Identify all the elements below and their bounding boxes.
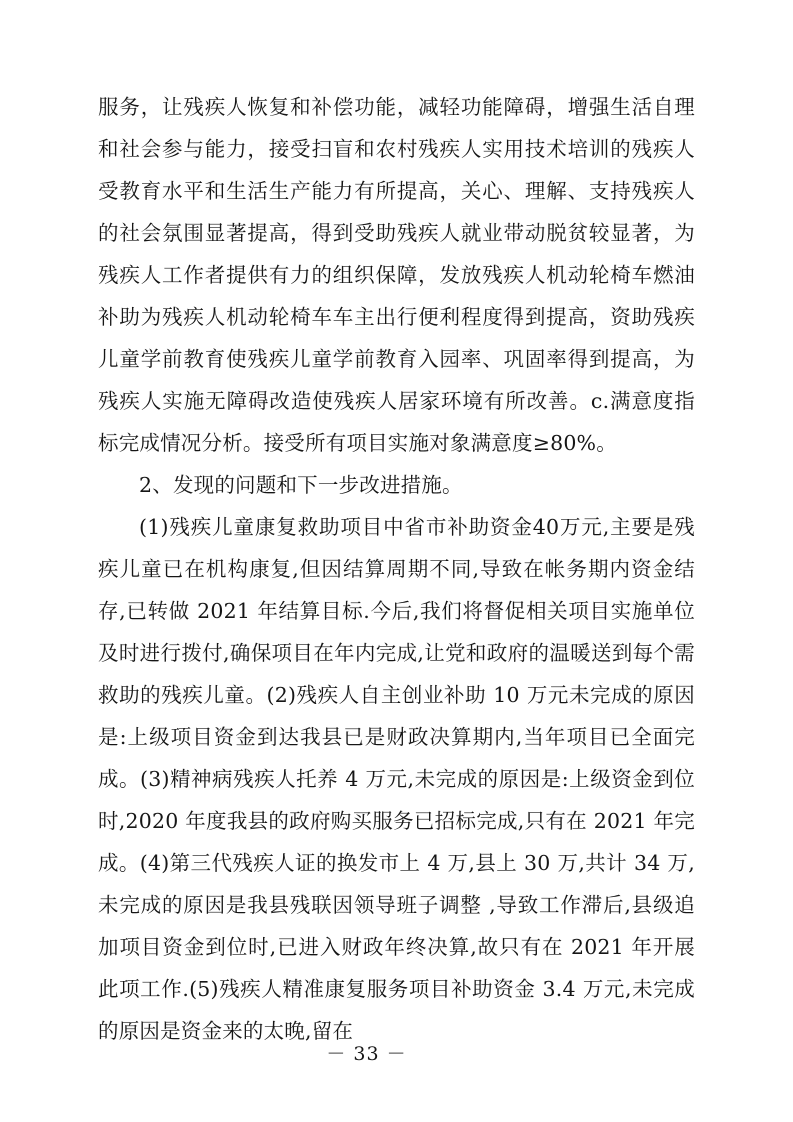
paragraph-continuation: 服务，让残疾人恢复和补偿功能，减轻功能障碍，增强生活自理和社会参与能力，接受扫盲和农村残疾人实用技术培训的残疾人受教育水平和生活生产能力有所提高，关心、理解、支持残疾人的社会氛围显著提高，得到受助残疾人就业带动脱贫较显著，为残疾人工作者提供有力的组织保障，发放残疾人机动轮椅车燃油补助为残疾人机动轮椅车车主出行便利程度得到提高，资助残疾儿童学前教育使残疾儿童学前教育入园率、巩固率得到提高，为残疾人实施无障碍改造使残疾人居家环境有所改善。c.满意度指标完成情况分析。接受所有项目实施对象满意度≥80%。 [98,95,695,455]
paragraph-problems-and-measures: (1)残疾儿童康复救助项目中省市补助资金40万元,主要是残疾儿童已在机构康复,但因结算周期不同,导致在帐务期内资金结存,已转做 2021 年结算目标.今后,我们将督促相关项目实施单位及时进行拨付,确保项目在年内完成,让党和政府的温暖送到每个需救助的残疾儿童。(2)残疾人自主创业补助 10 万元未完成的原因是:上级项目资金到达我县已是财政决算期内,当年项目已全面完成。(3)精神病残疾人托养 4 万元,未完成的原因是:上级资金到位时,2020 年度我县的政府购买服务已招标完成,只有在 2021 年完成。(4)第三代残疾人证的换发市上 4 万,县上 30 万,共计 34 万,未完成的原因是我县残联因领导班子调整 ,导致工作滞后,县级追加项目资金到位时,已进入财政年终决算,故只有在 2021 年开展此项工作.(5)残疾人精准康复服务项目补助资金 3.4 万元,未完成的原因是资金来的太晚,留在 [98,515,695,1043]
paragraph-section-heading: 2、发现的问题和下一步改进措施。 [139,473,463,497]
document-body [98,86,695,1052]
page-number: － 33 － [326,1043,407,1065]
page-footer [0,1039,793,1066]
